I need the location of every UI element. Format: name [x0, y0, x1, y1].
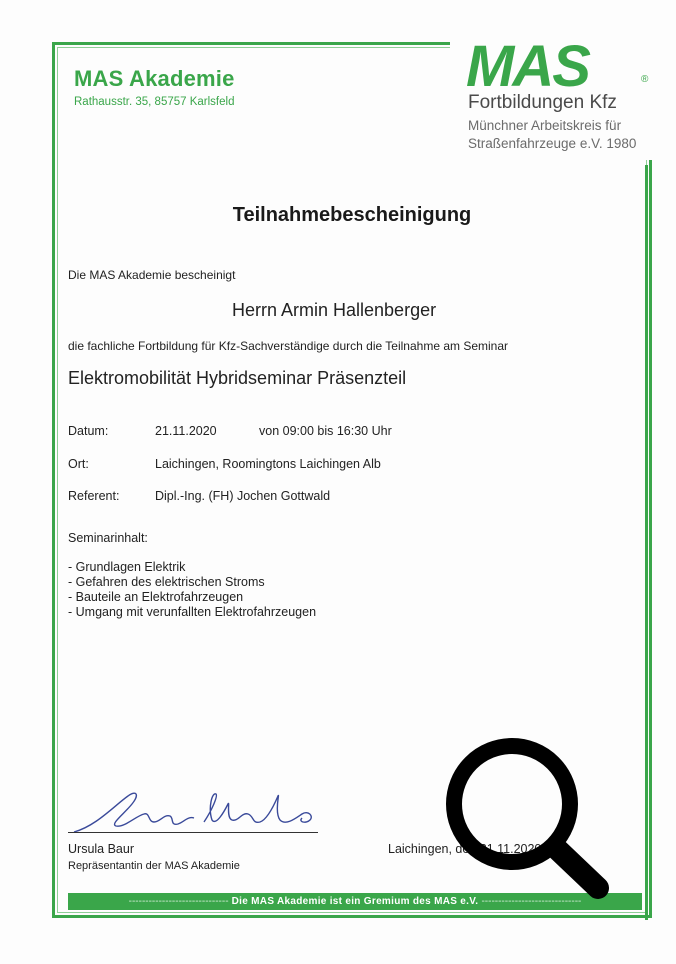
place-label: Ort: — [68, 457, 89, 471]
logo-wordmark: MAS — [466, 34, 589, 99]
frame-right-edge — [645, 165, 648, 920]
statement-text: die fachliche Fortbildung für Kfz-Sachverständige durch die Teilnahme am Seminar — [68, 339, 509, 353]
date-label: Datum: — [68, 424, 109, 438]
certificate-title: Teilnahmebescheinigung — [232, 204, 472, 226]
logo-registered-mark: ® — [641, 74, 649, 85]
logo-subline-2: Straßenfahrzeuge e.V. 1980 — [468, 136, 637, 151]
place-value: Laichingen, Roomingtons Laichingen Alb — [155, 457, 381, 471]
organization-address: Rathausstr. 35, 85757 Karlsfeld — [74, 96, 235, 108]
signer-name: Ursula Baur — [68, 842, 134, 856]
mas-logo — [466, 34, 656, 158]
logo-tagline: Fortbildungen Kfz — [468, 92, 617, 113]
recipient-name: Herrn Armin Hallenberger — [232, 300, 437, 320]
list-item: - Umgang mit verunfallten Elektrofahrzeugen — [68, 605, 317, 619]
date-value: 21.11.2020 — [155, 424, 217, 438]
magnifier-icon[interactable] — [438, 730, 618, 910]
footer-dashes-right: ------------------------------ — [481, 896, 582, 907]
footer-dashes-left: ------------------------------ — [128, 896, 229, 907]
place-and-date: Laichingen, den 21.11.2020 — [388, 842, 542, 856]
signature-line — [68, 832, 318, 833]
time-value: von 09:00 bis 16:30 Uhr — [259, 424, 392, 438]
intro-text: Die MAS Akademie bescheinigt — [68, 268, 236, 282]
handwritten-signature — [66, 786, 326, 838]
footer-text: Die MAS Akademie ist ein Gremium des MAS e.V. — [231, 896, 479, 907]
speaker-value: Dipl.-Ing. (FH) Jochen Gottwald — [155, 489, 331, 503]
organization-name: MAS Akademie — [74, 66, 235, 91]
content-list — [68, 560, 316, 620]
list-item: - Grundlagen Elektrik — [68, 560, 186, 574]
content-heading: Seminarinhalt: — [68, 531, 148, 545]
signer-role: Repräsentantin der MAS Akademie — [68, 860, 240, 872]
list-item: - Bauteile an Elektrofahrzeugen — [68, 590, 244, 604]
list-item: - Gefahren des elektrischen Stroms — [68, 575, 265, 589]
logo-subline-1: Münchner Arbeitskreis für — [468, 118, 622, 133]
seminar-title: Elektromobilität Hybridseminar Präsenzteil — [68, 368, 407, 388]
speaker-label: Referent: — [68, 489, 120, 503]
